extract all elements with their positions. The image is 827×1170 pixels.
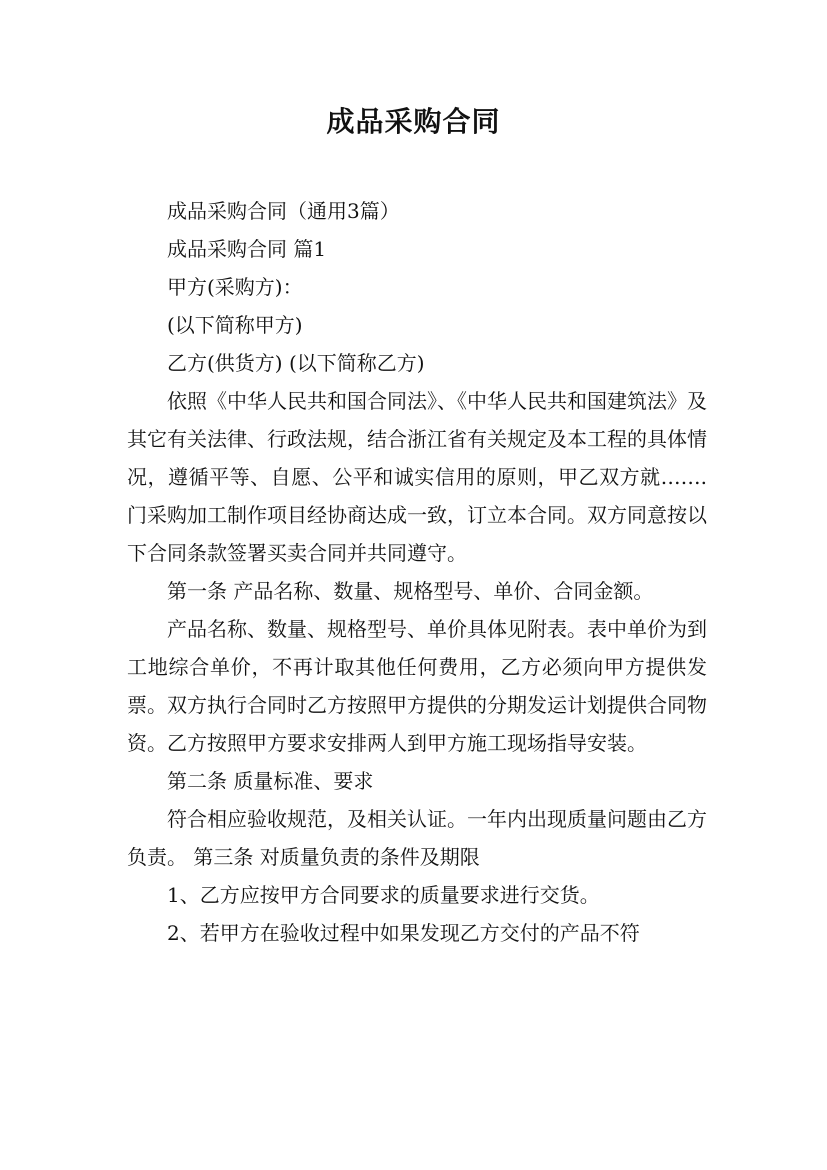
paragraph-article-1-body: 产品名称、数量、规格型号、单价具体见附表。表中单价为到工地综合单价，不再计取其他任何费用，乙方必须向甲方提供发票。双方执行合同时乙方按照甲方提供的分期发运计划提供合同物资。乙方按照甲方要求安排两人到甲方施工现场指导安装。 — [127, 617, 707, 755]
paragraph-section-heading: 成品采购合同 篇1 — [167, 237, 327, 261]
paragraph-clause-1: 1、乙方应按甲方合同要求的质量要求进行交货。 — [167, 883, 600, 907]
paragraph-party-a-abbrev: (以下简称甲方) — [167, 313, 303, 337]
paragraph-article-1-heading: 第一条 产品名称、数量、规格型号、单价、合同金额。 — [167, 579, 654, 603]
paragraph-subtitle: 成品采购合同（通用3篇） — [167, 199, 400, 223]
paragraph-party-a: 甲方(采购方)： — [167, 275, 303, 299]
paragraph-clause-2: 2、若甲方在验收过程中如果发现乙方交付的产品不符 — [167, 921, 640, 945]
document-title: 成品采购合同 — [326, 105, 501, 138]
paragraph-article-2-body: 符合相应验收规范，及相关认证。一年内出现质量问题由乙方负责。 第三条 对质量负责的条件及期限 — [127, 807, 707, 869]
paragraph-party-b: 乙方(供货方) (以下简称乙方) — [167, 351, 425, 375]
paragraph-article-2-heading: 第二条 质量标准、要求 — [167, 769, 374, 793]
paragraph-preamble: 依照《中华人民共和国合同法》、《中华人民共和国建筑法》及其它有关法律、行政法规，结合浙江省有关规定及本工程的具体情况，遵循平等、自愿、公平和诚实信用的原则，甲乙双方就…….门采购加工制作项目经协商达成一致，订立本合同。双方同意按以下合同条款签署买卖合同并共同遵守。 — [127, 389, 707, 565]
document-body — [127, 192, 707, 952]
